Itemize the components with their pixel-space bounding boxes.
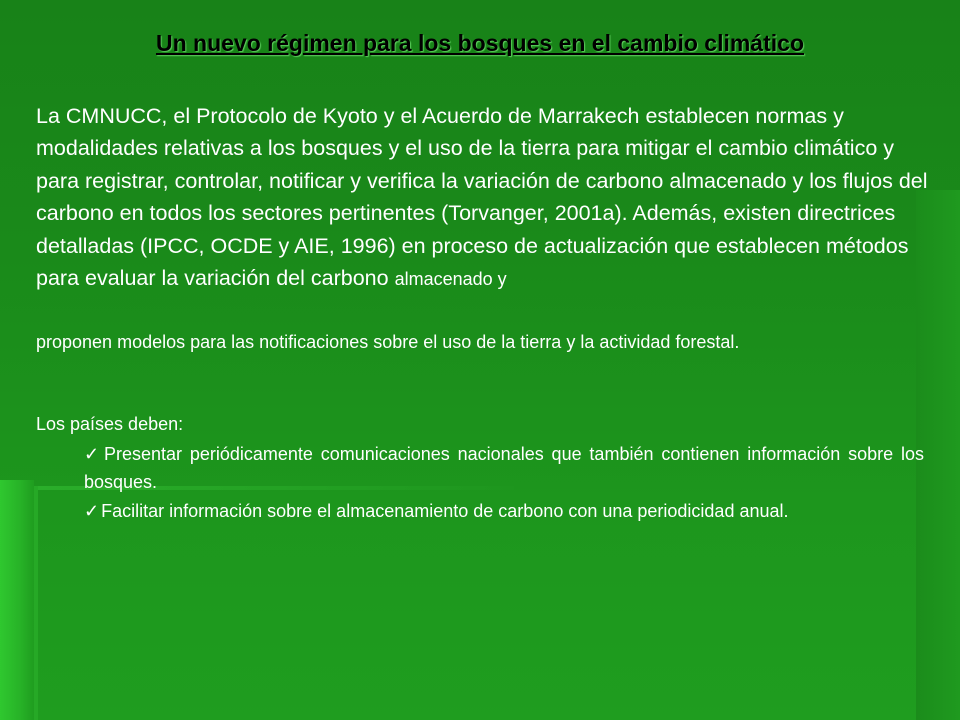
list-item-text: Facilitar información sobre el almacenamiento de carbono con una periodicidad anual. — [101, 501, 789, 521]
checkmark-icon: ✓ — [84, 501, 100, 521]
main-paragraph-continuation: proponen modelos para las notificaciones sobre el uso de la tierra y la actividad forestal. — [36, 332, 740, 352]
checkmark-icon: ✓ — [84, 444, 102, 464]
list-item-text: Presentar periódicamente comunicaciones nacionales que también contienen información sobre los bosques. — [84, 444, 924, 492]
slide-title: Un nuevo régimen para los bosques en el cambio climático — [155, 30, 804, 56]
main-paragraph-small-inline: almacenado y — [394, 269, 507, 290]
list-item — [84, 440, 924, 496]
decorative-band — [0, 480, 34, 720]
list-item — [84, 497, 924, 525]
main-paragraph-text: La CMNUCC, el Protocolo de Kyoto y el Acuerdo de Marrakech establecen normas y modalidades relativas a los bosques y el uso de la tierra para mitigar el cambio climático y para registrar, controlar, notificar y verifica la variación de carbono almacenado y los flujos del carbono en todos los sectores pertinentes (Torvanger, 2001a). Además, existen directrices detalladas (IPCC, OCDE y AIE, 1996) en proceso de actualización que establecen métodos para evaluar la variación del carbono — [36, 104, 928, 291]
main-paragraph — [36, 100, 936, 295]
decorative-vertical-line — [34, 486, 38, 720]
list-lead: Los países deben: — [36, 414, 184, 434]
